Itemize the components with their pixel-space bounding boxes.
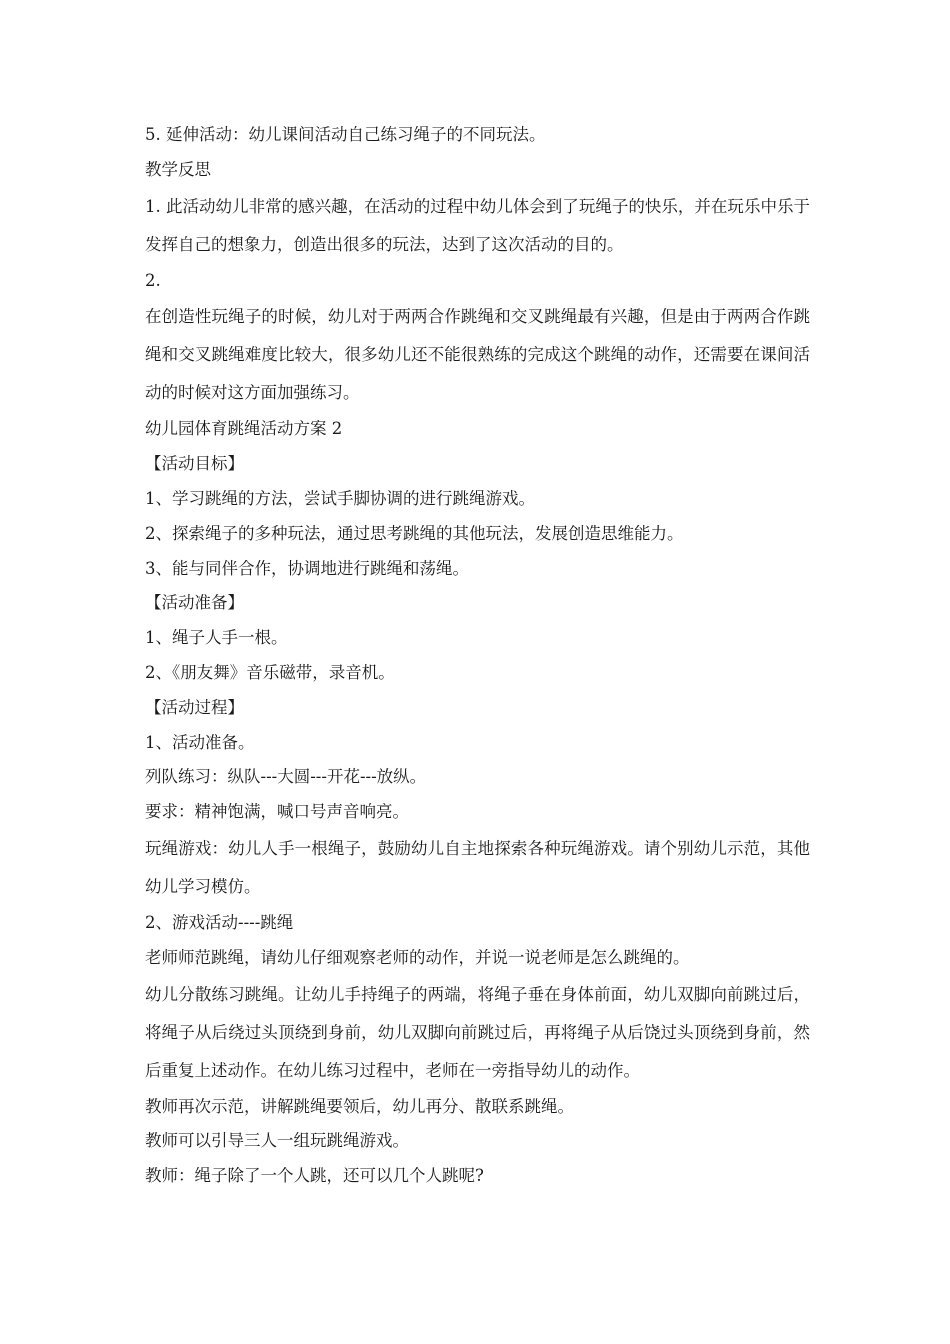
process-step-2: 2、游戏活动----跳绳 bbox=[145, 912, 294, 932]
paragraph-demo-again: 教师再次示范，讲解跳绳要领后，幼儿再分、散联系跳绳。 bbox=[145, 1096, 574, 1116]
heading-activity-preparation: 【活动准备】 bbox=[145, 593, 244, 613]
paragraph-rope-games: 玩绳游戏：幼儿人手一根绳子，鼓励幼儿自主地探索各种玩绳游戏。请个别幼儿示范，其他幼儿学习模仿。 bbox=[145, 838, 810, 896]
paragraph-queue-practice: 列队练习：纵队---大圆---开花---放纵。 bbox=[145, 767, 427, 787]
paragraph-reflection-1: 1. 此活动幼儿非常的感兴趣，在活动的过程中幼儿体会到了玩绳子的快乐，并在玩乐中乐于发挥自己的想象力，创造出很多的玩法，达到了这次活动的目的。 bbox=[145, 196, 810, 254]
paragraph-requirements: 要求：精神饱满，喊口号声音响亮。 bbox=[145, 802, 409, 822]
heading-activity-process: 【活动过程】 bbox=[145, 697, 244, 717]
process-step-1: 1、活动准备。 bbox=[145, 732, 255, 752]
paragraph-teacher-demo: 老师师范跳绳，请幼儿仔细观察老师的动作，并说一说老师是怎么跳绳的。 bbox=[145, 947, 690, 967]
heading-plan-2: 幼儿园体育跳绳活动方案 2 bbox=[145, 419, 343, 439]
paragraph-group-game: 教师可以引导三人一组玩跳绳游戏。 bbox=[145, 1131, 409, 1151]
goal-item-3: 3、能与同伴合作，协调地进行跳绳和荡绳。 bbox=[145, 558, 469, 578]
paragraph-extension-activity: 5. 延伸活动：幼儿课间活动自己练习绳子的不同玩法。 bbox=[145, 125, 546, 144]
heading-activity-goals: 【活动目标】 bbox=[145, 454, 244, 474]
paragraph-teacher-question: 教师：绳子除了一个人跳，还可以几个人跳呢? bbox=[145, 1166, 484, 1186]
goal-item-2: 2、探索绳子的多种玩法，通过思考跳绳的其他玩法，发展创造思维能力。 bbox=[145, 523, 684, 543]
preparation-item-2: 2、《朋友舞》音乐磁带，录音机。 bbox=[145, 662, 395, 682]
paragraph-practice-jumping: 幼儿分散练习跳绳。让幼儿手持绳子的两端，将绳子垂在身体前面，幼儿双脚向前跳过后，将绳子从后绕过头顶绕到身前，幼儿双脚向前跳过后，再将绳子从后饶过头顶绕到身前，然后重复上述动作。在幼儿练习过程中，老师在一旁指导幼儿的动作。 bbox=[145, 984, 810, 1080]
paragraph-reflection-2-number: 2. bbox=[145, 270, 161, 290]
preparation-item-1: 1、绳子人手一根。 bbox=[145, 628, 288, 648]
document-body bbox=[145, 118, 810, 1194]
goal-item-1: 1、学习跳绳的方法，尝试手脚协调的进行跳绳游戏。 bbox=[145, 488, 535, 508]
paragraph-reflection-2: 在创造性玩绳子的时候，幼儿对于两两合作跳绳和交叉跳绳最有兴趣，但是由于两两合作跳绳和交叉跳绳难度比较大，很多幼儿还不能很熟练的完成这个跳绳的动作，还需要在课间活动的时候对这方面加强练习。 bbox=[145, 307, 810, 403]
heading-teaching-reflection: 教学反思 bbox=[145, 159, 211, 179]
